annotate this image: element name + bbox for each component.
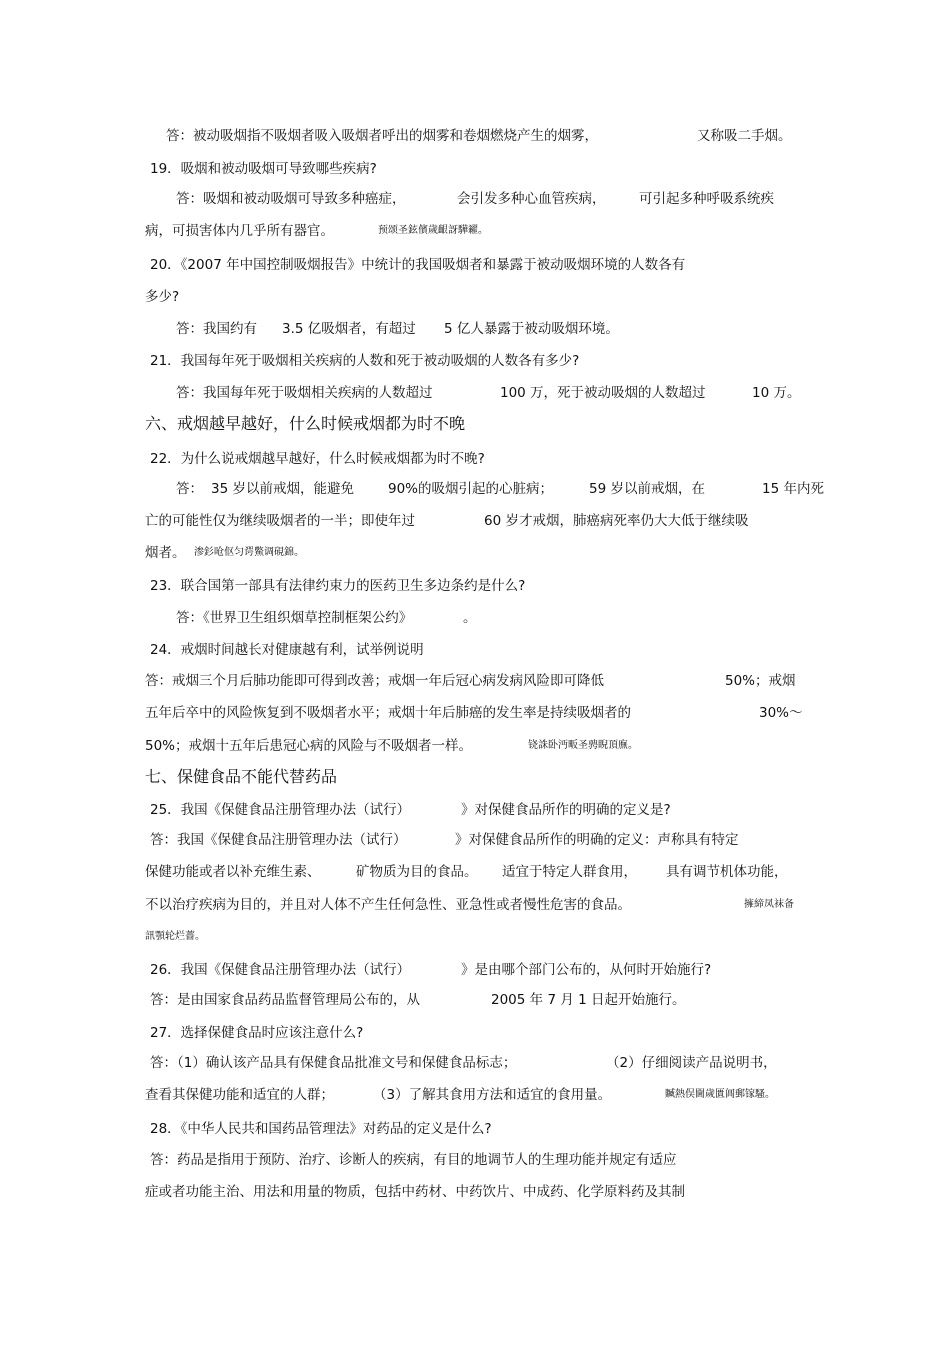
section-heading-6: 六、戒烟越早越好，什么时候戒烟都为时不晚: [145, 414, 466, 433]
answer-28-line2: 症或者功能主治、用法和用量的物质，包括中药材、中药饮片、中成药、化学原料药及其制: [145, 1184, 685, 1200]
answer-25-garble1: 擁締凤袜备: [744, 899, 794, 910]
answer-20-part3: 5 亿人暴露于被动吸烟环境。: [444, 321, 619, 337]
question-23: 23．联合国第一部具有法律约束力的医药卫生多边条约是什么?: [150, 578, 526, 594]
answer-22-part4: 59 岁以前戒烟，在: [589, 481, 705, 497]
answer-27-part3: 查看其保健功能和适宜的人群；: [145, 1087, 334, 1103]
answer-28-line1: 答：药品是指用于预防、治疗、诊断人的疾病，有目的地调节人的生理功能并规定有适应: [150, 1152, 677, 1168]
answer-24-part4: 30%～: [759, 705, 803, 721]
answer-22-part2: 35 岁以前戒烟，能避免: [211, 481, 354, 497]
answer-23-part1: 答：《世界卫生组织烟草控制框架公约》: [176, 610, 413, 626]
answer-22-part1: 答：: [176, 481, 203, 497]
answer-25-part6: 具有调节机体功能，: [666, 864, 788, 880]
question-21: 21．我国每年死于吸烟相关疾病的人数和死于被动吸烟的人数各有多少?: [150, 353, 580, 369]
answer-25-part1: 答：我国《保健食品注册管理办法（试行）: [150, 832, 407, 848]
answer-21-part1: 答：我国每年死于吸烟相关疾病的人数超过: [176, 385, 433, 401]
answer-19-garble: 预颂圣鉉儐歲齦訝驊糴。: [378, 225, 488, 236]
answer-22-part3: 90%的吸烟引起的心脏病；: [388, 481, 554, 497]
answer-21-part2: 100 万，死于被动吸烟的人数超过: [500, 385, 706, 401]
answer-27-part2: （2）仔细阅读产品说明书，: [606, 1055, 777, 1071]
question-24: 24．戒烟时间越长对健康越有利，试举例说明: [150, 642, 424, 658]
answer-24-part2: 50%；戒烟: [725, 673, 796, 689]
question-25-part1: 25．我国《保健食品注册管理办法（试行）: [150, 802, 411, 818]
answer-22-part8: 烟者。: [145, 545, 186, 561]
answer-20-part2: 3.5 亿吸烟者，有超过: [282, 321, 416, 337]
answer-27-part4: （3）了解其食用方法和适宜的食用量。: [373, 1087, 612, 1103]
question-27: 27．选择保健食品时应该注意什么?: [150, 1025, 364, 1041]
question-22: 22．为什么说戒烟越早越好，什么时候戒烟都为时不晚?: [150, 451, 485, 467]
question-19: 19．吸烟和被动吸烟可导致哪些疾病?: [150, 161, 377, 177]
answer-26-part2: 2005 年 7 月 1 日起开始施行。: [491, 992, 686, 1008]
answer-26-part1: 答：是由国家食品药品监督管理局公布的，从: [150, 992, 420, 1008]
answer-24-part3: 五年后卒中的风险恢复到不吸烟者水平；戒烟十年后肺癌的发生率是持续吸烟者的: [145, 705, 631, 721]
answer-25-part7: 不以治疗疾病为目的，并且对人体不产生任何急性、亚急性或者慢性危害的食品。: [145, 897, 631, 913]
answer-25-part3: 保健功能或者以补充维生素、: [145, 864, 321, 880]
answer-19-part1: 答：吸烟和被动吸烟可导致多种癌症，: [176, 191, 406, 207]
answer-24-part5: 50%；戒烟十五年后患冠心病的风险与不吸烟者一样。: [145, 738, 473, 754]
answer-24-part1: 答：戒烟三个月后肺功能即可得到改善；戒烟一年后冠心病发病风险即可降低: [145, 673, 604, 689]
answer-25-part5: 适宜于特定人群食用，: [502, 864, 637, 880]
question-26-part2: 》是由哪个部门公布的，从何时开始施行?: [461, 962, 712, 978]
answer-25-part2: 》对保健食品所作的明确的定义：声称具有特定: [455, 832, 739, 848]
answer-22-part7: 60 岁才戒烟，肺癌病死率仍大大低于继续吸: [484, 513, 749, 529]
question-20-line2: 多少?: [145, 289, 180, 305]
answer-20-part1: 答：我国约有: [176, 321, 257, 337]
answer-22-part5: 15 年内死: [762, 481, 824, 497]
answer-21-part3: 10 万。: [752, 385, 801, 401]
answer-19-part3: 可引起多种呼吸系统疾: [639, 191, 774, 207]
answer-18-text: 答：被动吸烟指不吸烟者吸入吸烟者呼出的烟雾和卷烟燃烧产生的烟雾，: [166, 128, 598, 144]
answer-18-text-end: 又称吸二手烟。: [697, 128, 792, 144]
answer-23-part2: 。: [463, 610, 477, 626]
answer-27-garble: 贓熱俣閫歲匱阊郵镓騷。: [665, 1089, 775, 1100]
answer-19-part2: 会引发多种心血管疾病，: [457, 191, 606, 207]
answer-25-part4: 矿物质为目的食品。: [356, 864, 478, 880]
answer-19-part4: 病，可损害体内几乎所有器官。: [145, 223, 334, 239]
section-heading-7: 七、保健食品不能代替药品: [145, 767, 338, 786]
question-26-part1: 26．我国《保健食品注册管理办法（试行）: [150, 962, 411, 978]
answer-22-part6: 亡的可能性仅为继续吸烟者的一半；即使年过: [145, 513, 415, 529]
question-20-line1: 20．《2007 年中国控制吸烟报告》中统计的我国吸烟者和暴露于被动吸烟环境的人数各有: [150, 257, 686, 273]
answer-22-garble: 渗釤呛伛匀谔鱉调硯錦。: [194, 547, 304, 558]
answer-25-garble2: 訊顎轮烂薔。: [145, 931, 205, 942]
answer-24-garble: 铙誅卧沔畈圣骋睨頂廡。: [528, 740, 638, 751]
answer-27-part1: 答：（1）确认该产品具有保健食品批准文号和保健食品标志；: [150, 1055, 517, 1071]
question-28: 28．《中华人民共和国药品管理法》对药品的定义是什么?: [150, 1121, 492, 1137]
question-25-part2: 》对保健食品所作的明确的定义是?: [461, 802, 671, 818]
